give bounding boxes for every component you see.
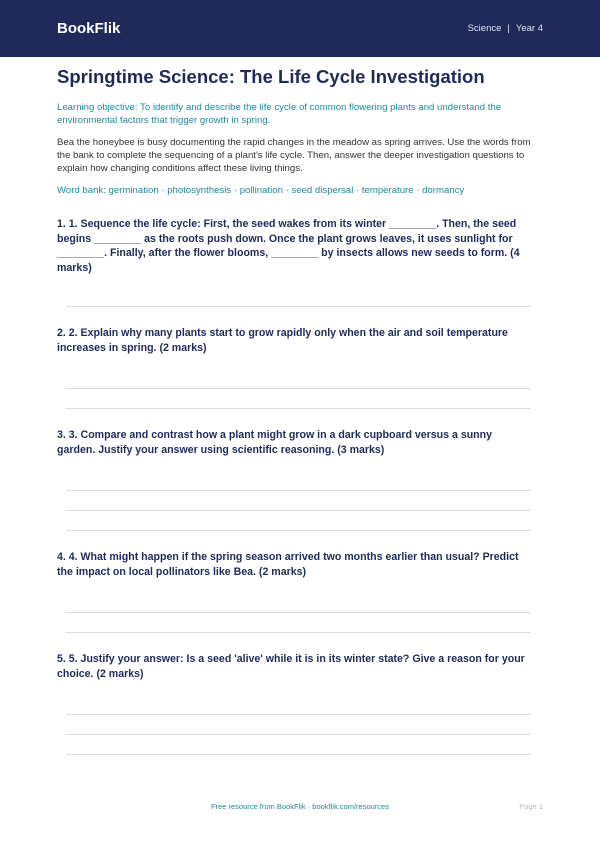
- answer-line[interactable]: [66, 714, 531, 715]
- page-title: Springtime Science: The Life Cycle Investigation: [57, 66, 485, 87]
- answer-line[interactable]: [66, 754, 531, 755]
- word-bank: Word bank: germination · photosynthesis · pollination · seed dispersal · temperature · dormancy: [57, 185, 465, 196]
- answer-line[interactable]: [66, 510, 531, 511]
- intro-paragraph: Bea the honeybee is busy documenting the rapid changes in the meadow as spring arrives. Use the words from the bank to complete the sequencing of a plant's life cycle. Then, answer the deeper investigation questions to explain how changing conditions affect these living things.: [57, 137, 531, 174]
- answer-line[interactable]: [66, 632, 531, 633]
- learning-objective: Learning objective: To identify and describe the life cycle of common flowering plants and understand the environmental factors that trigger growth in spring.: [57, 102, 502, 126]
- answer-line[interactable]: [66, 408, 531, 409]
- year-label: Year 4: [515, 23, 543, 34]
- answer-line[interactable]: [66, 734, 531, 735]
- subject-label: Science: [467, 23, 502, 34]
- answer-line[interactable]: [66, 388, 531, 389]
- answer-line[interactable]: [66, 530, 531, 531]
- header-bar: [0, 0, 600, 57]
- brand-logo: BookFlik: [57, 20, 121, 37]
- question-2: 2. 2. Explain why many plants start to grow rapidly only when the air and soil temperature increases in spring. (2 marks): [57, 327, 508, 354]
- answer-line[interactable]: [66, 490, 531, 491]
- question-4: 4. 4. What might happen if the spring season arrived two months earlier than usual? Predict the impact on local pollinators like Bea. (2 marks): [57, 551, 519, 578]
- worksheet-intro: [57, 65, 532, 197]
- question-5: 5. 5. Justify your answer: Is a seed 'alive' while it is in its winter state? Give a reason for your choice. (2 marks): [57, 653, 525, 680]
- question-3: 3. 3. Compare and contrast how a plant might grow in a dark cupboard versus a sunny garden. Justify your answer using scientific reasoning. (3 marks): [57, 429, 493, 456]
- meta-separator: |: [507, 23, 510, 34]
- answer-line[interactable]: [66, 306, 531, 307]
- subject-year-label: [468, 23, 543, 34]
- question-1: 1. 1. Sequence the life cycle: First, the seed wakes from its winter ________. Then, the seed begins ________ as the roots push down. Once the plant grows leaves, it uses sunlight for ________. Finally, after the flower blooms, ________ by insects allows new seeds to form. (4 marks): [57, 218, 520, 274]
- footer-link[interactable]: Free resource from BookFlik · bookflik.com/resources: [211, 802, 389, 811]
- page-number: Page 1: [519, 802, 543, 811]
- answer-line[interactable]: [66, 612, 531, 613]
